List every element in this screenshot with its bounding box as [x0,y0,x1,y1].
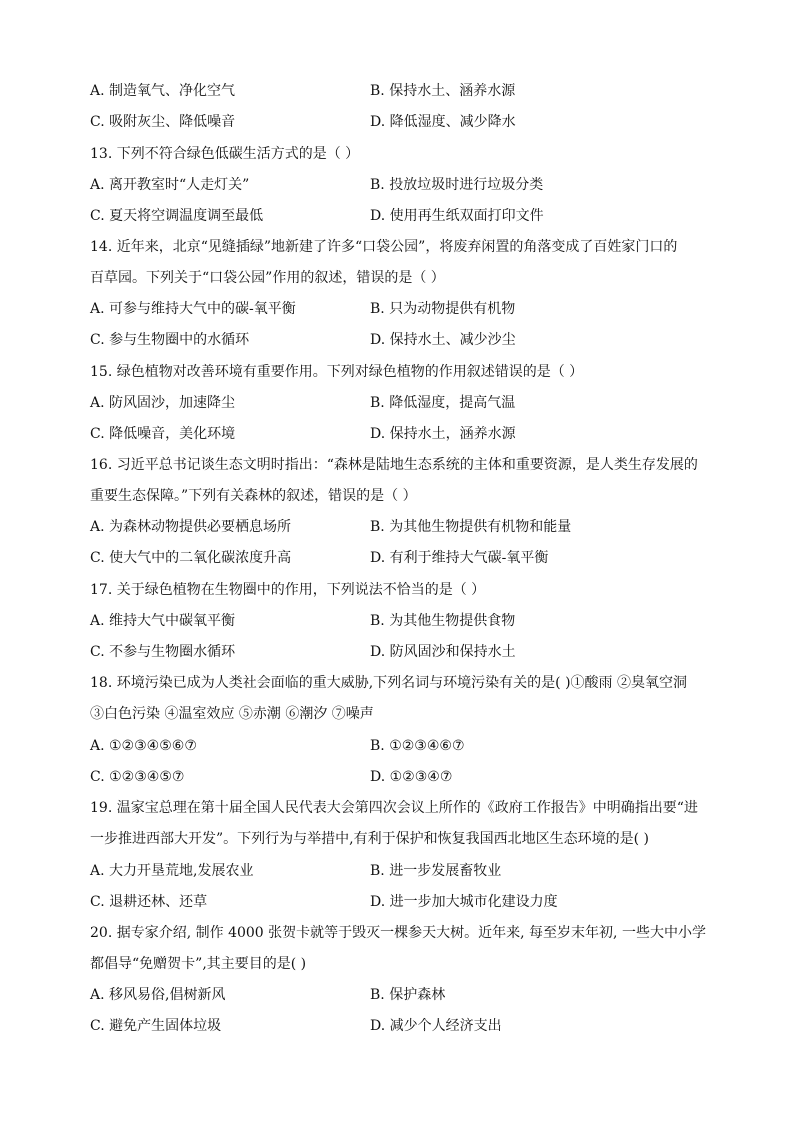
option-b: B. 保护森林 [370,987,446,1003]
option-row [90,736,710,756]
question-18-stem-line1: 18. 环境污染已成为人类社会面临的重大威胁,下列名词与环境污染有关的是( )①酸雨 ②臭氧空洞 [90,675,687,691]
option-b: B. ①②③④⑥⑦ [370,738,465,754]
option-row [90,517,710,537]
option-a: A. 离开教室时“人走灯关” [90,177,250,193]
question-20-stem-line1: 20. 据专家介绍, 制作 4000 张贺卡就等于毁灭一棵参天大树。近年来, 每至岁末年初, 一些大中小学 [90,925,706,941]
option-c: C. 吸附灰尘、降低噪音 [90,114,236,130]
question-14-stem-line2: 百草园。下列关于“口袋公园”作用的叙述，错误的是（ ） [90,270,445,286]
option-d: D. 保持水土，涵养水源 [370,426,516,442]
option-c: C. 夏天将空调温度调至最低 [90,208,264,224]
question-20-stem-line2: 都倡导“免赠贺卡”,其主要目的是( ) [90,956,307,972]
question-15-stem: 15. 绿色植物对改善环境有重要作用。下列对绿色植物的作用叙述错误的是（ ） [90,364,584,380]
option-d: D. 防风固沙和保持水土 [370,644,516,660]
option-a: A. 为森林动物提供必要栖息场所 [90,519,292,535]
option-b: B. 为其他生物提供有机物和能量 [370,519,572,535]
option-d: D. 降低湿度、减少降水 [370,114,516,130]
option-row [90,642,710,662]
option-c: C. 不参与生物圈水循环 [90,644,236,660]
question-17-stem: 17. 关于绿色植物在生物圈中的作用，下列说法不恰当的是（ ） [90,582,486,598]
question-13-stem: 13. 下列不符合绿色低碳生活方式的是（ ） [90,146,360,162]
option-a: A. 可参与维持大气中的碳-氧平衡 [90,301,296,317]
option-b: B. 投放垃圾时进行垃圾分类 [370,177,544,193]
question-19-stem-line1: 19. 温家宝总理在第十届全国人民代表大会第四次会议上所作的《政府工作报告》中明确指出要“进 [90,800,698,816]
option-b: B. 为其他生物提供食物 [370,613,516,629]
option-row [90,985,710,1005]
question-14-stem-line1: 14. 近年来，北京“见缝插绿”地新建了许多“口袋公园”，将废弃闲置的角落变成了百姓家门口的 [90,239,678,255]
option-row [90,424,710,444]
option-d: D. 减少个人经济支出 [370,1018,502,1034]
option-row [90,112,710,132]
option-d: D. ①②③④⑦ [370,769,453,785]
question-16-stem-line1: 16. 习近平总书记谈生态文明时指出：“森林是陆地生态系统的主体和重要资源，是人类生存发展的 [90,457,698,473]
question-19-stem-line2: 一步推进西部大开发”。下列行为与举措中,有利于保护和恢复我国西北地区生态环境的是( ) [90,831,649,847]
question-18-stem-line2: ③白色污染 ④温室效应 ⑤赤潮 ⑥潮汐 ⑦噪声 [90,706,374,722]
option-c: C. 退耕还林、还草 [90,894,208,910]
option-a: A. 维持大气中碳氧平衡 [90,613,236,629]
option-a: A. 制造氧气、净化空气 [90,83,236,99]
option-a: A. ①②③④⑤⑥⑦ [90,738,197,754]
option-b: B. 只为动物提供有机物 [370,301,516,317]
option-b: B. 降低湿度，提高气温 [370,395,516,411]
option-c: C. 避免产生固体垃圾 [90,1018,222,1034]
option-d: D. 使用再生纸双面打印文件 [370,208,544,224]
option-row [90,767,710,787]
option-c: C. 降低噪音，美化环境 [90,426,236,442]
option-b: B. 进一步发展畜牧业 [370,863,502,879]
option-row [90,330,710,350]
option-a: A. 大力开垦荒地,发展农业 [90,863,254,879]
option-row [90,206,710,226]
option-row [90,1016,710,1036]
option-b: B. 保持水土、涵养水源 [370,83,516,99]
option-a: A. 移风易俗,倡树新风 [90,987,226,1003]
option-a: A. 防风固沙，加速降尘 [90,395,236,411]
option-row [90,611,710,631]
option-row [90,861,710,881]
option-c: C. 参与生物圈中的水循环 [90,332,250,348]
option-c: C. ①②③④⑤⑦ [90,769,185,785]
option-d: D. 保持水土、减少沙尘 [370,332,516,348]
option-row [90,393,710,413]
option-d: D. 有利于维持大气碳-氧平衡 [370,550,549,566]
option-d: D. 进一步加大城市化建设力度 [370,894,558,910]
question-16-stem-line2: 重要生态保障。”下列有关森林的叙述，错误的是（ ） [90,488,417,504]
option-row [90,175,710,195]
option-row [90,892,710,912]
option-row [90,81,710,101]
option-c: C. 使大气中的二氧化碳浓度升高 [90,550,292,566]
option-row [90,548,710,568]
option-row [90,299,710,319]
